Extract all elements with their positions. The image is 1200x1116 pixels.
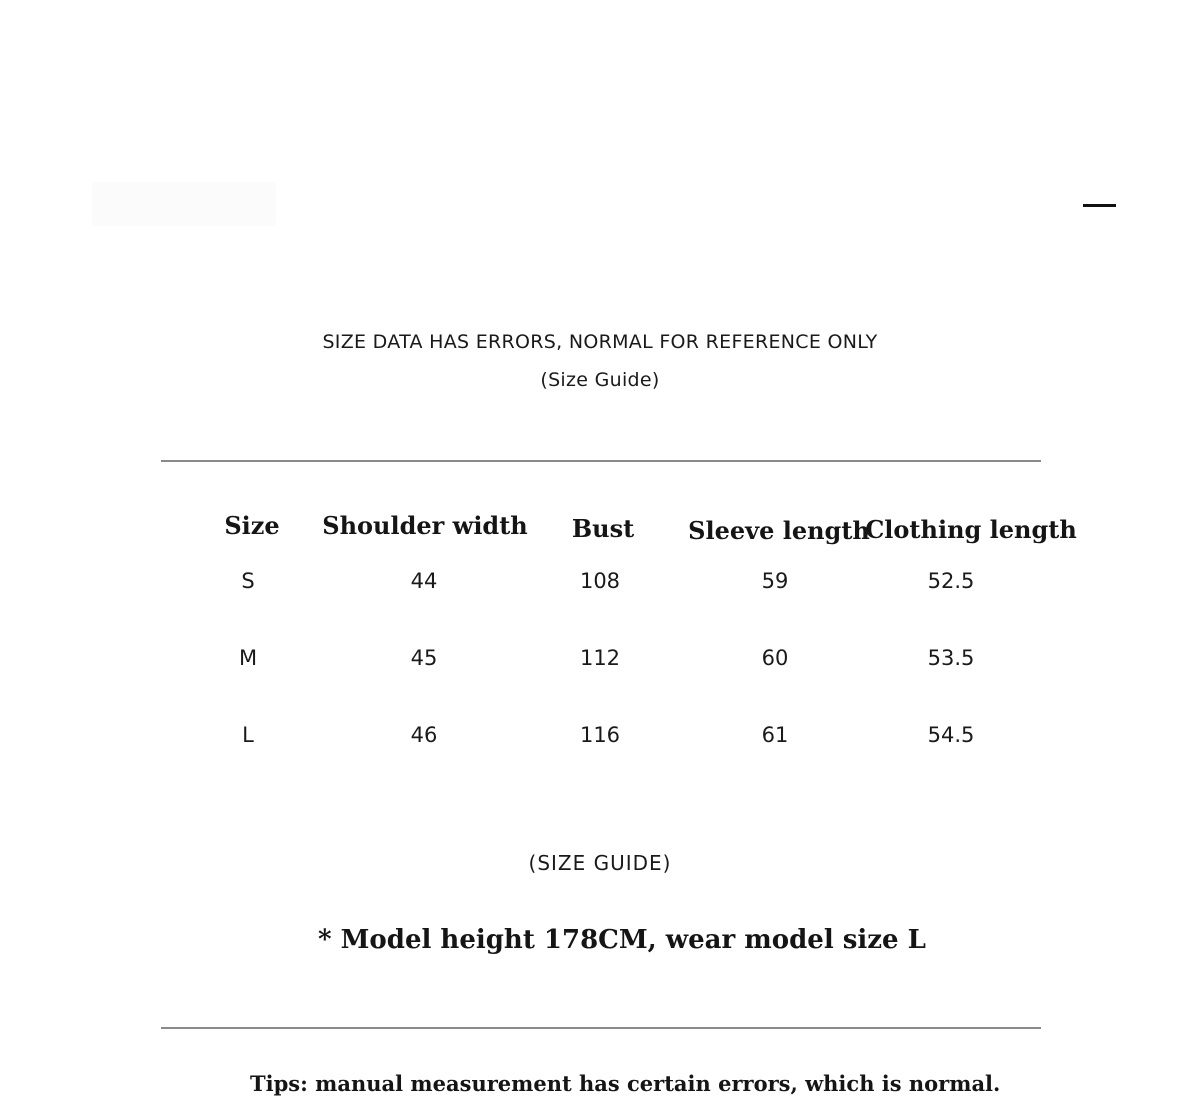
cell-sleeve-length: 59: [761, 569, 789, 593]
cell-bust: 112: [579, 646, 621, 670]
size-guide-subtitle: (Size Guide): [540, 369, 660, 391]
cell-sleeve-length: 61: [761, 723, 789, 747]
column-header-size: Size: [224, 511, 280, 540]
column-header-sleeve-length: Sleeve length: [688, 516, 870, 545]
cell-sleeve-length: 60: [761, 646, 789, 670]
cell-bust: 108: [579, 569, 621, 593]
table-bottom-divider: [161, 1027, 1041, 1029]
table-top-divider: [161, 460, 1041, 462]
cell-clothing-length: 54.5: [927, 723, 975, 747]
cell-shoulder-width: 46: [410, 723, 438, 747]
cell-clothing-length: 53.5: [927, 646, 975, 670]
cell-size: M: [238, 646, 258, 670]
dash-mark: [1083, 204, 1116, 207]
column-header-bust: Bust: [571, 514, 635, 543]
faint-placeholder-block: [92, 182, 276, 226]
cell-shoulder-width: 45: [410, 646, 438, 670]
cell-clothing-length: 52.5: [927, 569, 975, 593]
size-disclaimer: SIZE DATA HAS ERRORS, NORMAL FOR REFERENCE ONLY: [322, 331, 878, 353]
cell-shoulder-width: 44: [410, 569, 438, 593]
model-height-note: * Model height 178CM, wear model size L: [318, 925, 926, 955]
measurement-tips: Tips: manual measurement has certain errors, which is normal.: [250, 1071, 1001, 1096]
column-header-shoulder-width: Shoulder width: [322, 511, 528, 540]
cell-size: L: [242, 723, 254, 747]
cell-bust: 116: [579, 723, 621, 747]
column-header-clothing-length: Clothing length: [865, 515, 1077, 544]
size-guide-caption: (SIZE GUIDE): [528, 851, 672, 875]
cell-size: S: [241, 569, 255, 593]
